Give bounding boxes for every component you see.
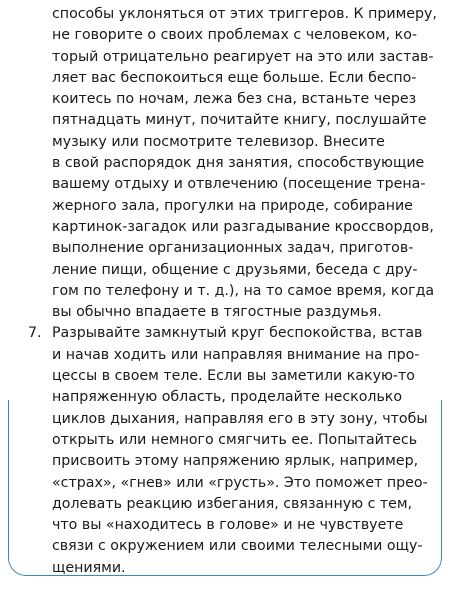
text-line: жерного зала, прогулки на природе, собирание (52, 197, 413, 214)
text-line: не говорите о своих проблемах с человеком, ко- (52, 27, 417, 44)
text-line: что вы «находитесь в голове» и не чувствуете (52, 517, 404, 534)
text-line: ляет вас беспокоиться еще больше. Если беспо- (52, 69, 417, 86)
text-line: и начав ходить или направляя внимание на про- (52, 346, 420, 363)
text-line: музыку или посмотрите телевизор. Внесите (52, 133, 385, 150)
body-text (0, 4, 452, 579)
text-line: вашему отдыху и отвлечению (посещение трена- (52, 176, 426, 193)
text-line: коитесь по ночам, лежа без сна, встаньте через (52, 91, 417, 108)
text-line: способы уклоняться от этих триггеров. К примеру, (52, 6, 437, 22)
text-line: цессы в своем теле. Если вы заметили какую-то (52, 368, 415, 385)
text-line: Разрывайте замкнутый круг беспокойства, встав (52, 325, 423, 342)
text-line: в свой распорядок дня занятия, способствующие (52, 155, 425, 172)
text-line: напряженную область, проделайте несколько (52, 389, 403, 406)
text-line: торый отрицательно реагирует на это или застав- (52, 48, 434, 65)
text-line: «страх», «гнев» или «грусть». Это поможет прео- (52, 474, 428, 491)
text-line: циклов дыхания, направляя его в эту зону, чтобы (52, 410, 428, 427)
text-line: картинок-загадок или разгадывание кроссвордов, (52, 218, 434, 235)
text-line: выполнение организационных задач, приготов- (52, 240, 414, 257)
text-line: вы обычно впадаете в тягостные раздумья. (52, 304, 382, 321)
text-line: присвоить этому напряжению ярлык, например, (52, 453, 419, 470)
text-line: связи с окружением или своими телесными ощу- (52, 538, 423, 555)
text-line: ление пищи, общение с друзьями, беседа с дру- (52, 261, 418, 278)
list-item-number: 7. (28, 325, 42, 342)
text-line: пятнадцать минут, почитайте книгу, послушайте (52, 112, 427, 129)
text-line: гом по телефону и т. д.), на то самое время, когда (52, 282, 435, 299)
text-line: долевать реакцию избегания, связанную с тем, (52, 495, 413, 512)
list-item-7 (0, 323, 452, 579)
text-line: открыть или немного смягчить ее. Попытайтесь (52, 431, 418, 448)
paragraph-continuation (0, 4, 452, 323)
text-line: щениями. (52, 559, 126, 576)
